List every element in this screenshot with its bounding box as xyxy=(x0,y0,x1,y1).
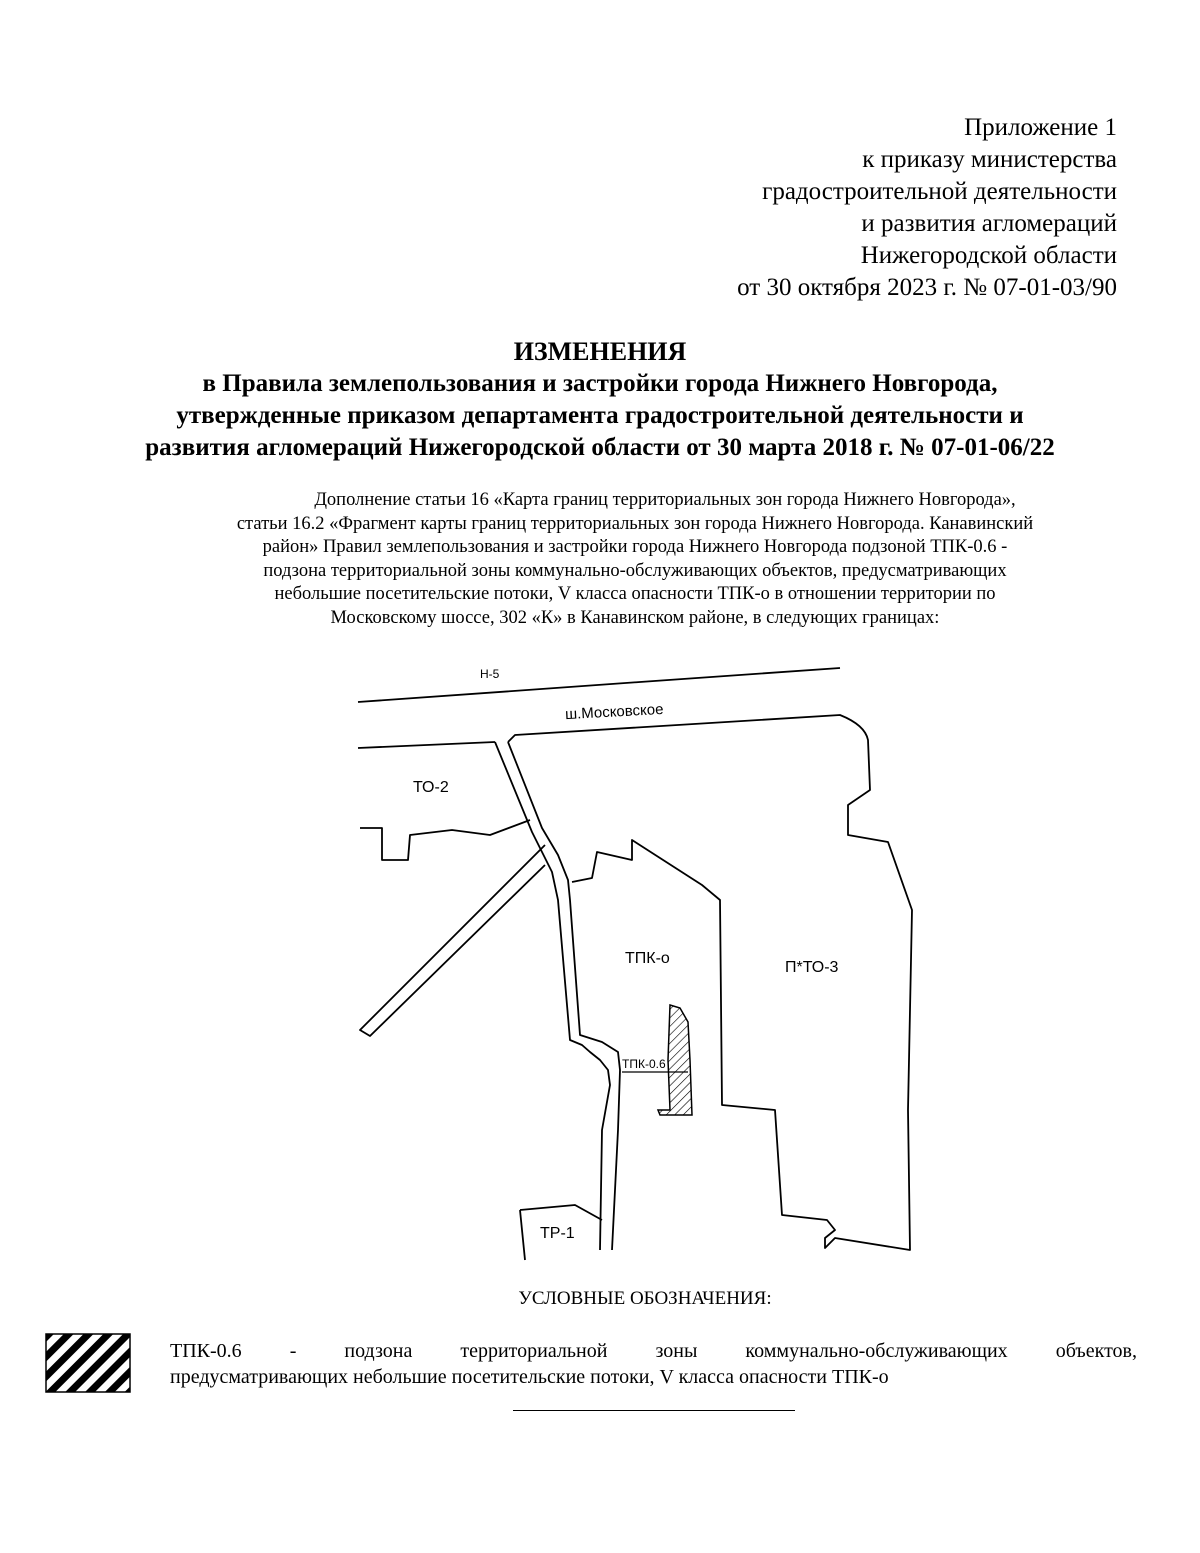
zone-to2-boundary xyxy=(360,820,530,860)
zone-label-to2: ТО-2 xyxy=(413,779,449,796)
title-line: утвержденные приказом департамента градостроительной деятельности и xyxy=(176,402,1024,429)
intro-line: статьи 16.2 «Фрагмент карты границ территориальных зон города Нижнего Новгорода. Канавинский xyxy=(236,513,1034,534)
legend-line: предусматривающих небольшие посетительские потоки, V класса опасности ТПК-о xyxy=(170,1366,889,1388)
appendix-line: градостроительной деятельности xyxy=(762,178,1117,205)
legend-title: УСЛОВНЫЕ ОБОЗНАЧЕНИЯ: xyxy=(518,1288,772,1309)
intro-line: Дополнение статьи 16 «Карта границ территориальных зон города Нижнего Новгорода», xyxy=(314,490,1016,510)
appendix-line: Приложение 1 xyxy=(964,114,1117,141)
appendix-block xyxy=(737,112,1117,304)
road-label-top: Н-5 xyxy=(480,667,500,681)
title-line: развития агломераций Нижегородской области от 30 марта 2018 г. № 07-01-06/22 xyxy=(145,434,1055,461)
zone-label-p-to3: П*ТО-3 xyxy=(785,959,839,976)
zone-boundary-outer xyxy=(508,715,912,1250)
diagonal-road xyxy=(360,845,545,1036)
document-title xyxy=(0,336,1200,464)
intro-paragraph xyxy=(150,489,1120,630)
legend-line: ТПК-0.6 - подзона территориальной зоны коммунально-обслуживающих объектов, xyxy=(170,1340,1137,1362)
legend-description xyxy=(170,1338,1137,1390)
road-edge-bottom xyxy=(358,742,495,748)
title-line: в Правила землепользования и застройки города Нижнего Новгорода, xyxy=(202,370,998,397)
intro-line: Московскому шоссе, 302 «К» в Канавинском районе, в следующих границах: xyxy=(330,607,940,628)
road-left-edge xyxy=(495,742,610,1250)
appendix-line: и развития агломераций xyxy=(861,210,1117,237)
road-right-edge xyxy=(508,742,620,1250)
hatch-swatch-icon xyxy=(45,1333,131,1393)
zone-label-tr1: ТР-1 xyxy=(540,1225,575,1242)
zone-label-tpk06: ТПК-0.6 xyxy=(622,1057,666,1071)
street-label: ш.Московское xyxy=(564,700,664,724)
intro-line: подзона территориальной зоны коммунально-обслуживающих объектов, предусматривающих xyxy=(263,560,1007,581)
zone-tr1-left xyxy=(520,1210,525,1260)
zone-tr1-boundary xyxy=(520,1205,602,1220)
appendix-line: от 30 октября 2023 г. № 07-01-03/90 xyxy=(737,274,1117,301)
intro-line: небольшие посетительские потоки, V класса опасности ТПК-о в отношении территории по xyxy=(274,584,996,604)
appendix-line: к приказу министерства xyxy=(862,146,1117,173)
intro-line: район» Правил землепользования и застройки города Нижнего Новгорода подзоной ТПК-0.6 - xyxy=(262,537,1008,557)
zone-label-tpk-o: ТПК-о xyxy=(625,950,670,967)
road-edge-top xyxy=(358,668,840,702)
title-heading: ИЗМЕНЕНИЯ xyxy=(513,337,687,366)
closing-rule xyxy=(513,1410,795,1411)
appendix-line: Нижегородской области xyxy=(860,242,1117,269)
zone-map xyxy=(340,660,920,1270)
